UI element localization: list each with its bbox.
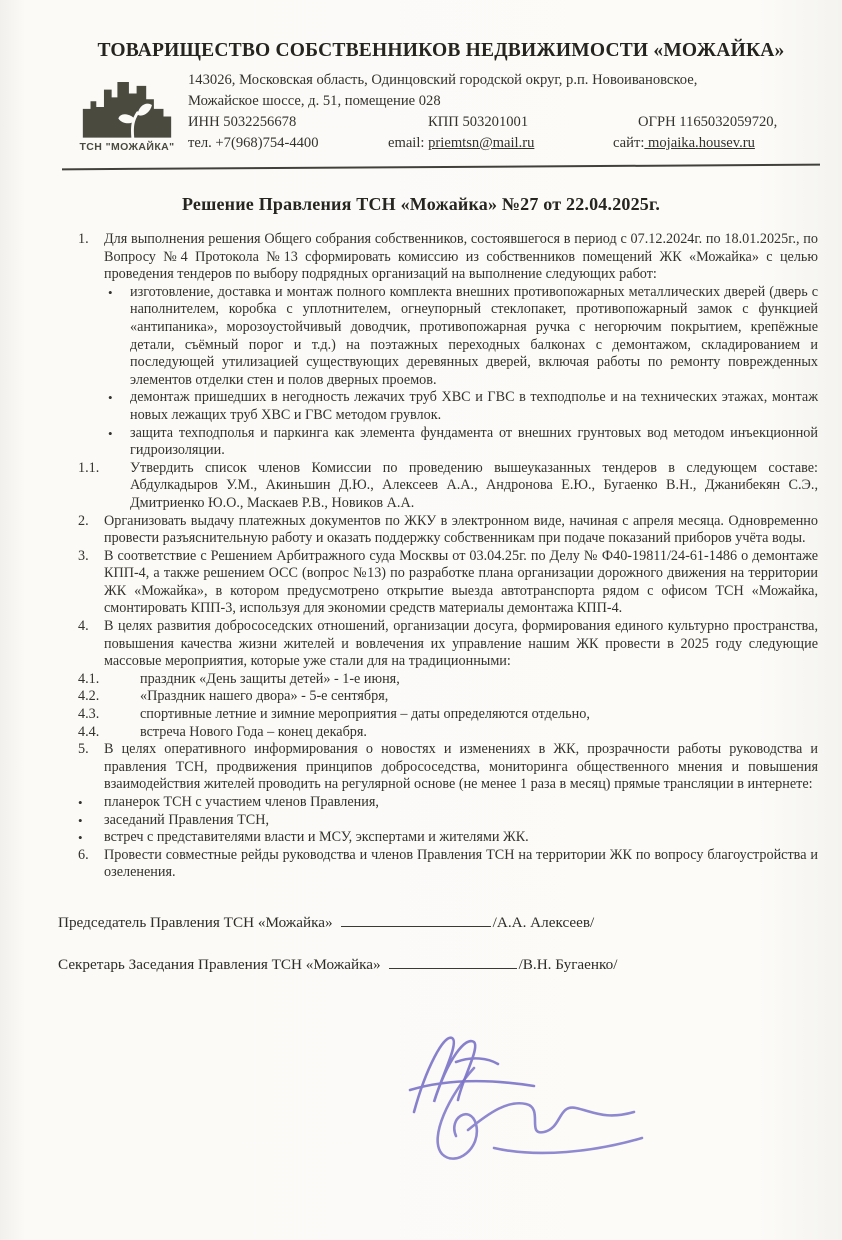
bullet-icon: •: [78, 812, 83, 828]
list-marker: 1.1.: [78, 459, 100, 476]
list-text: изготовление, доставка и монтаж полного комплекта внешних противопожарных металлических дверей (дверь с наполнителем, коробка с уплотнителем, огнеупорный стеклопакет, противопожарный замок с функцией «антипаника», морозоустойчивый доводчик, противопожарная ручка с негорючим покрытием, крепёжные детали, съёмный порог и т.д.) на поэтажных переходных балконах с демонтажом, складированием и последующей утилизацией существующих деревянных дверей, включая работы по ремонту поврежденных элементов отделки стен и полов дверных проемов.: [130, 283, 818, 388]
address-line-1: 143026, Московская область, Одинцовский городской округ, р.п. Новоивановское,: [188, 72, 698, 88]
list-item-5-bullet-2: [78, 812, 818, 830]
bullet-icon: •: [108, 425, 113, 441]
list-text: встреч с представителями власти и МСУ, экспертами и жителями ЖК.: [104, 829, 529, 846]
list-text: Организовать выдачу платежных документов по ЖКУ в электронном виде, начиная с апреля месяца. Одновременно провести разъяснительную работу и оказать поддержку собственникам при подаче показаний приборов учёта воды.: [104, 512, 818, 547]
signature-line: [389, 954, 517, 969]
list-text: Для выполнения решения Общего собрания собственников, состоявшегося в период с 07.12.2024г. по 18.01.2025г., по Вопросу №4 Протокола №13 сформировать комиссию из собственников помещений ЖК «Можайка» с целью проведения тендеров по выбору подрядных организаций на выполнение следующих работ:: [104, 231, 818, 283]
registration-numbers-row: [188, 112, 818, 133]
organization-name: ТОВАРИЩЕСТВО СОБСТВЕННИКОВ НЕДВИЖИМОСТИ «МОЖАЙКА»: [97, 40, 785, 61]
logo-caption: ТСН "МОЖАЙКА": [79, 141, 175, 153]
letterhead: [66, 70, 818, 154]
inn-value: ИНН 5032256678: [188, 114, 297, 130]
list-item-1-bullet-1: [108, 284, 818, 390]
secretary-name: /В.Н. Бугаенко/: [518, 955, 618, 973]
list-text: заседаний Правления ТСН,: [104, 811, 270, 828]
chairman-signature-row: [58, 912, 818, 932]
list-marker: 5.: [78, 741, 89, 758]
list-text: праздник «День защиты детей» - 1-е июня,: [140, 670, 400, 687]
secretary-role-label: Секретарь Заседания Правления ТСН «Можайка»: [58, 955, 381, 973]
bullet-icon: •: [78, 795, 83, 810]
chairman-role-label: Председатель Правления ТСН «Можайка»: [58, 913, 333, 931]
list-marker: 3.: [78, 547, 89, 564]
list-item-1-1: [78, 460, 818, 513]
site-value: mojaika.housev.ru: [644, 135, 755, 151]
email-field: [388, 133, 613, 154]
list-marker: 4.: [78, 618, 89, 635]
list-text: планерок ТСН с участием членов Правления,: [104, 794, 379, 810]
list-item-5-bullet-1: [78, 794, 818, 812]
bullet-icon: •: [108, 284, 113, 300]
list-item-2: [78, 513, 818, 548]
list-marker: 4.2.: [78, 688, 100, 705]
list-item-4-4: [78, 724, 818, 742]
list-text: демонтаж пришедших в негодность лежачих труб ХВС и ГВС в техподполье и на технических этажах, монтаж новых лежащих труб ХВС и ГВС методом грувлок.: [130, 389, 818, 423]
list-item-4-2: [78, 688, 818, 706]
building-sprout-logo-icon: [66, 74, 188, 138]
contact-info-block: [188, 70, 818, 154]
document-title: Решение Правления ТСН «Можайка» №27 от 22.04.2025г.: [181, 194, 661, 214]
list-text: «Праздник нашего двора» - 5-е сентября,: [140, 688, 389, 705]
list-marker: 6.: [78, 846, 89, 863]
list-text: В соответствие с Решением Арбитражного суда Москвы от 03.04.25г. по Делу № Ф40-19811/24-61-1486 о демонтаже КПП-4, а также решением ОСС (вопрос №13) по разработке плана организации дорожного движения на территории ЖК «Можайка», в котором предусмотрено открытие выезда автотранспорта рядом с офисом ТСН «Можайка, смонтировать КПП-3, используя для экономии средств материалы демонтажа КПП-4.: [104, 547, 818, 617]
email-value: priemtsn@mail.ru: [428, 135, 535, 151]
list-marker: 1.: [78, 231, 89, 247]
chairman-signature-ink-icon: [400, 1028, 550, 1120]
list-item-5: [78, 741, 818, 794]
list-text: В целях развития добрососедских отношений, организации досуга, формирования единого культурно пространства, повышения качества жизни жителей и вовлечения их управление нашим ЖК провести в 2025 году следующие массовые мероприятия, которые уже стали для на традиционными:: [104, 618, 818, 670]
list-text: Провести совместные рейды руководства и членов Правления ТСН на территории ЖК по вопросу благоустройства и озеленения.: [104, 846, 818, 881]
scanned-document-page: [0, 40, 842, 1240]
bullet-icon: •: [78, 830, 83, 846]
bullet-icon: •: [108, 390, 113, 406]
list-marker: 2.: [78, 512, 89, 529]
list-item-3: [78, 548, 818, 618]
letterhead-divider: [62, 164, 820, 171]
contacts-row: [188, 133, 818, 154]
site-field: [613, 133, 755, 154]
document-body: [78, 231, 818, 882]
list-item-1-bullet-3: [108, 425, 818, 460]
list-item-4: [78, 618, 818, 671]
list-text: защита техподполья и паркинга как элемента фундамента от внешних грунтовых вод методом инъекционной гидроизоляции.: [130, 424, 818, 459]
list-item-1: [78, 231, 818, 284]
list-item-6: [78, 847, 818, 882]
address-line-2: Можайское шоссе, д. 51, помещение 028: [188, 93, 441, 109]
signature-line: [341, 912, 491, 927]
ogrn-value: ОГРН 1165032059720,: [638, 114, 778, 130]
list-marker: 4.4.: [78, 723, 100, 740]
phone-value: тел. +7(968)754-4400: [188, 135, 319, 151]
list-text: Утвердить список членов Комиссии по проведению вышеуказанных тендеров в следующем составе: Абдулкадыров У.М., Акиньшин Д.Ю., Алексеев А.А., Андронова Е.Ю., Бугаенко В.Н., Джанибекян С.Э., Дмитриенко Ю.О., Маскаев Р.В., Новиков А.А.: [130, 459, 818, 511]
list-item-1-bullet-2: [108, 389, 818, 424]
list-text: встреча Нового Года – конец декабря.: [140, 723, 367, 740]
list-text: В целях оперативного информирования о новостях и изменениях в ЖК, прозрачности работы руководства и правления ТСН, продвижения принципов добрососедства, мониторинга общественного мнения и повышения взаимодействия жителей проводить на регулярной основе (не менее 1 раза в месяц) прямые трансляции в интернете:: [104, 741, 818, 793]
organization-logo: [66, 70, 188, 154]
list-marker: 4.1.: [78, 670, 100, 687]
list-item-5-bullet-3: [78, 829, 818, 847]
email-label: email:: [388, 135, 429, 151]
list-text: спортивные летние и зимние мероприятия – даты определяются отдельно,: [140, 706, 590, 723]
chairman-name: /А.А. Алексеев/: [492, 913, 595, 931]
secretary-signature-row: [58, 954, 818, 974]
site-label: сайт:: [613, 135, 645, 151]
list-item-4-3: [78, 706, 818, 724]
list-marker: 4.3.: [78, 706, 100, 723]
list-item-4-1: [78, 671, 818, 689]
kpp-value: КПП 503201001: [428, 114, 529, 130]
signature-block: [58, 912, 818, 974]
secretary-signature-ink-icon: [398, 1060, 668, 1170]
